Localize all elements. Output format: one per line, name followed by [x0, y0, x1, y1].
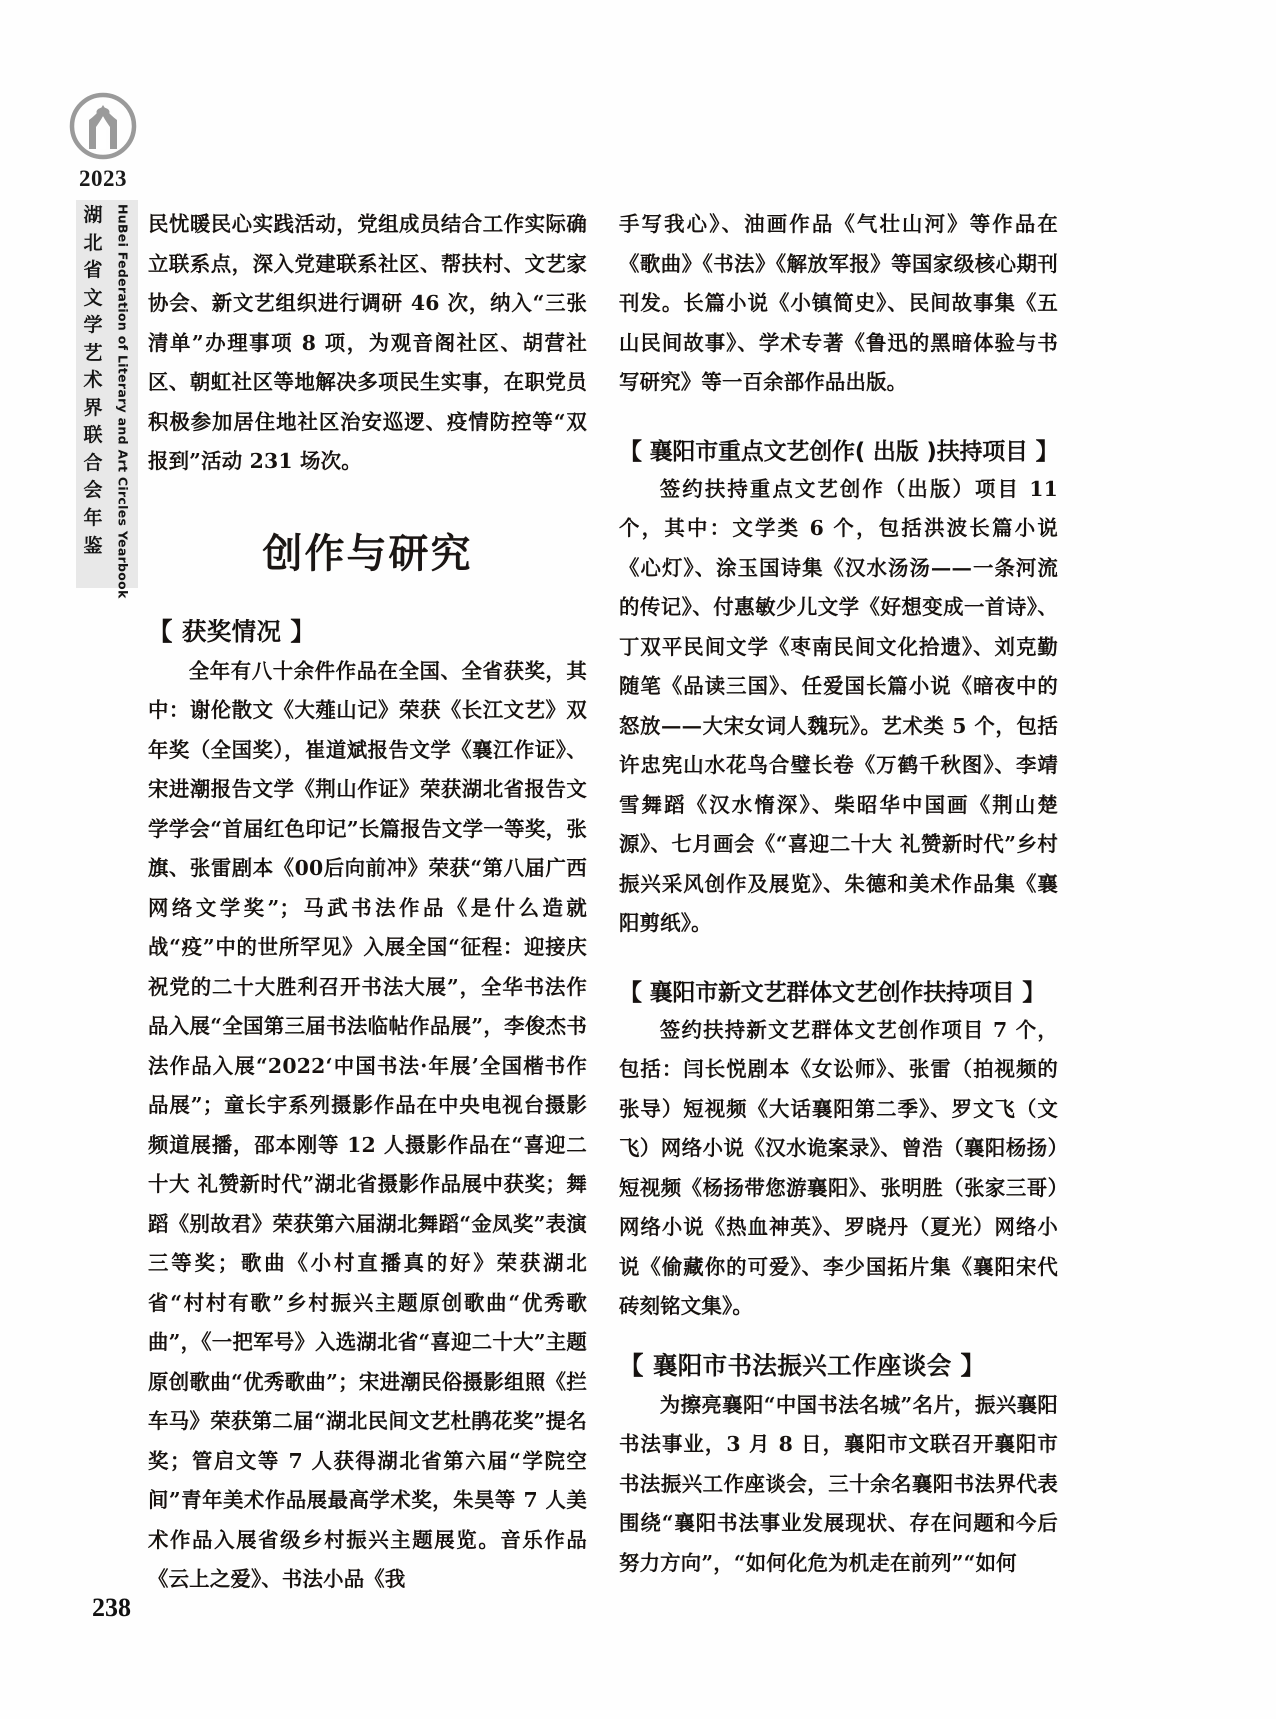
spine-char: 北 [83, 231, 103, 254]
spine-char: 艺 [83, 341, 103, 364]
section-heading-awards: 【 获奖情况 】 [148, 616, 316, 646]
spine-char: 术 [83, 369, 103, 392]
calligraphy-symposium-paragraph: 为擦亮襄阳“中国书法名城”名片，振兴襄阳书法事业，3 月 8 日，襄阳市文联召开襄阳市书法振兴工作座谈会，三十余名襄阳书法界代表围绕“襄阳书法事业发展现状、存在问题和今后努力方向”，“如何化危为机走在前列”“如何 [619, 1392, 1058, 1575]
yearbook-emblem-icon [69, 92, 137, 160]
spine-char: 鉴 [83, 534, 103, 557]
section-heading-calligraphy-symposium: 【 襄阳市书法振兴工作座谈会 】 [619, 1350, 986, 1380]
key-projects-paragraph: 签约扶持重点文艺创作（出版）项目 11 个，其中：文学类 6 个，包括洪波长篇小说《心灯》、涂玉国诗集《汉水汤汤——一条河流的传记》、付惠敏少儿文学《好想变成一首诗》、丁双平民间文学《枣南民间文化拾遗》、刘克勤随笔《品读三国》、任爱国长篇小说《暗夜中的怒放——大宋女词人魏玩》。艺术类 5 个，包括许忠宪山水花鸟合璧长卷《万鹤千秋图》、李靖雪舞蹈《汉水惰深》、柴昭华中国画《荆山楚源》、七月画会《“喜迎二十大 礼赞新时代”乡村振兴采风创作及展览》、朱德和美术作品集《襄阳剪纸》。 [619, 476, 1058, 935]
spine-char: 学 [83, 314, 103, 337]
year-label: 2023 [79, 166, 127, 191]
spine-english-title: HuBei Federation of Literary and Art Circles Yearbook [115, 204, 131, 599]
section-heading-key-projects: 【 襄阳市重点文艺创作( 出版 )扶持项目 】 [619, 438, 1059, 465]
section-heading-new-art-groups: 【 襄阳市新文艺群体文艺创作扶持项目 】 [619, 979, 1046, 1006]
left-column [148, 205, 587, 1600]
new-art-groups-paragraph: 签约扶持新文艺群体文艺创作项目 7 个，包括：闫长悦剧本《女讼师》、张雷（拍视频的张导）短视频《大话襄阳第二季》、罗文飞（文飞）网络小说《汉水诡案录》、曾浩（襄阳杨扬）短视频《杨扬带您游襄阳》、张明胜（张家三哥）网络小说《热血神英》、罗晓丹（夏光）网络小说《偷藏你的可爱》、李少国拓片集《襄阳宋代砖刻铭文集》。 [619, 1017, 1058, 1318]
spine-char: 联 [83, 424, 103, 447]
spine-char: 文 [83, 286, 103, 309]
continued-paragraph: 手写我心》、油画作品《气壮山河》等作品在《歌曲》《书法》《解放军报》等国家级核心期刊刊发。长篇小说《小镇简史》、民间故事集《五山民间故事》、学术专著《鲁迅的黑暗体验与书写研究》等一百余部作品出版。 [619, 212, 1058, 394]
margin-furniture [60, 92, 146, 192]
awards-paragraph: 全年有八十余件作品在全国、全省获奖，其中：谢伦散文《大薤山记》荣获《长江文艺》双年奖（全国奖），崔道斌报告文学《襄江作证》、宋进潮报告文学《荆山作证》荣获湖北省报告文学学会“首届红色印记”长篇报告文学一等奖，张旗、张雷剧本《00后向前冲》荣获“第八届广西网络文学奖”；马武书法作品《是什么造就战“疫”中的世所罕见》入展全国“征程：迎接庆祝党的二十大胜利召开书法大展”，全华书法作品入展“全国第三届书法临帖作品展”，李俊杰书法作品入展“2022‘中国书法·年展’全国楷书作品展”；童长宇系列摄影作品在中央电视台摄影频道展播，邵本刚等 12 人摄影作品在“喜迎二十大 礼赞新时代”湖北省摄影作品展中获奖；舞蹈《别故君》荣获第六届湖北舞蹈“金凤奖”表演三等奖；歌曲《小村直播真的好》荣获湖北省“村村有歌”乡村振兴主题原创歌曲“优秀歌曲”，《一把军号》入选湖北省“喜迎二十大”主题原创歌曲“优秀歌曲”；宋进潮民俗摄影组照《拦车马》荣获第二届“湖北民间文艺杜鹃花奖”提名奖；管启文等 7 人获得湖北省第六届“学院空间”青年美术作品展最高学术奖，朱昊等 7 人美术作品入展省级乡村振兴主题展览。音乐作品《云上之爱》、书法小品《我 [148, 658, 587, 1591]
spine-char: 年 [83, 507, 103, 530]
spine-chinese-title [76, 200, 110, 588]
right-column [619, 205, 1058, 1600]
text-columns [148, 205, 1058, 1600]
spine-char: 会 [83, 479, 103, 502]
spine-char: 合 [83, 451, 103, 474]
page-number: 238 [92, 1593, 131, 1622]
continued-paragraph: 民忧暖民心实践活动，党组成员结合工作实际确立联系点，深入党建联系社区、帮扶村、文艺家协会、新文艺组织进行调研 46 次，纳入“三张清单”办理事项 8 项，为观音阁社区、胡营社区、朝虹社区等地解决多项民生实事，在职党员积极参加居住地社区治安巡逻、疫情防控等“双报到”活动 231 场次。 [148, 212, 587, 473]
spine-char: 省 [83, 259, 103, 282]
spine-char: 界 [83, 396, 103, 419]
book-spine-band [76, 200, 138, 599]
page-title: 创作与研究 [262, 530, 473, 577]
spine-char: 湖 [83, 204, 103, 226]
